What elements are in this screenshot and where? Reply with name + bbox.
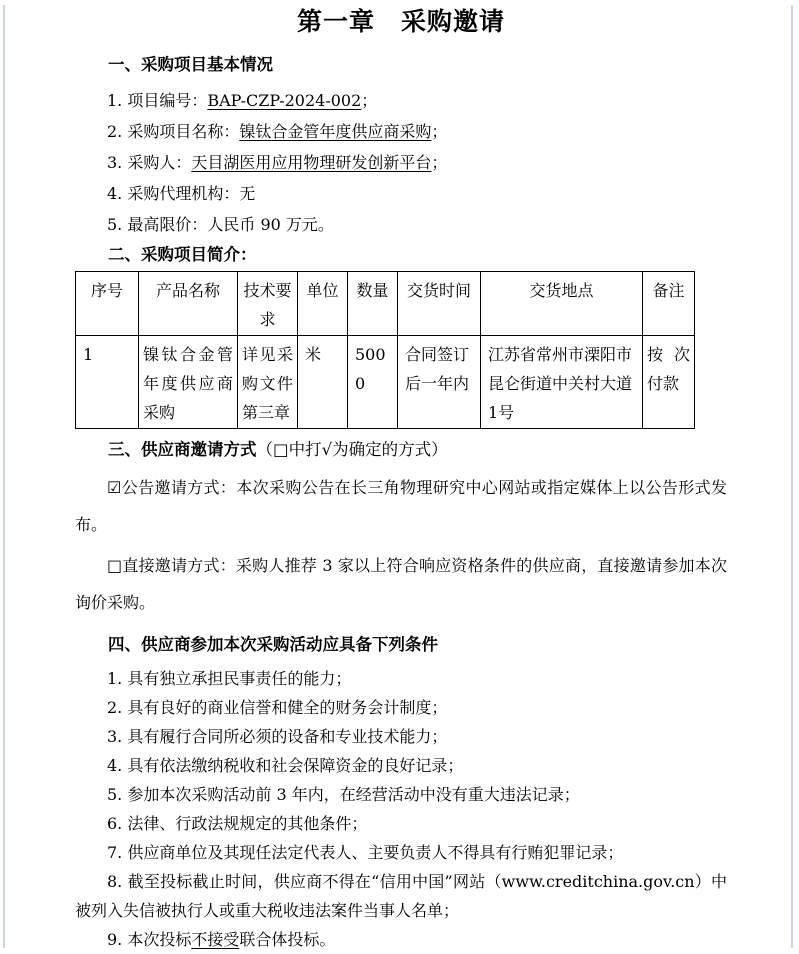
item-text: 7. 供应商单位及其现任法定代表人、主要负责人不得具有行贿犯罪记录；	[107, 843, 624, 862]
table-cell-seq: 1	[76, 336, 139, 429]
underlined-value: 不接受	[191, 930, 240, 949]
item-text: ；	[431, 122, 448, 141]
list-item-condition-5	[75, 780, 727, 809]
conditions-list	[75, 664, 727, 954]
list-item-condition-2	[75, 693, 727, 722]
list-item-condition-9	[75, 925, 727, 954]
heading-note: （□中打√为确定的方式）	[256, 440, 448, 459]
list-item-agency	[75, 178, 727, 209]
item-text: 2. 具有良好的商业信誉和健全的财务会计制度；	[107, 698, 448, 717]
checkbox-checked-icon: ☑	[107, 478, 122, 497]
list-item-condition-6	[75, 809, 727, 838]
underlined-value: BAP-CZP-2024-002	[207, 91, 362, 110]
table-header-cell: 数量	[348, 272, 398, 336]
list-item-purchaser	[75, 147, 727, 178]
table-row	[76, 336, 695, 429]
list-item-condition-3	[75, 722, 727, 751]
list-item-condition-8	[75, 867, 727, 925]
list-item-condition-4	[75, 751, 727, 780]
underlined-value: 镍钛合金管年度供应商采购	[239, 122, 432, 141]
item-text: 联合体投标。	[239, 930, 336, 949]
table-header-cell: 序号	[76, 272, 139, 336]
item-text: 8. 截至投标截止时间，供应商不得在“信用中国”网站（www.creditchina.gov.cn）中被列入失信被执行人或重大税收违法案件当事人名单；	[75, 872, 727, 920]
table-cell-remark: 按次付款	[643, 336, 695, 429]
item-text: 3. 采购人：	[107, 153, 192, 172]
table-header-cell: 单位	[298, 272, 348, 336]
item-text: 5. 参加本次采购活动前 3 年内，在经营活动中没有重大违法记录；	[107, 785, 580, 804]
list-item-project-number	[75, 85, 727, 116]
underlined-value: 天目湖医用应用物理研发创新平台	[191, 153, 432, 172]
section-heading-basic-info: 一、采购项目基本情况	[108, 55, 273, 74]
table-header-cell: 交货时间	[398, 272, 481, 336]
item-text: 1. 项目编号：	[107, 91, 208, 110]
table-header-cell: 备注	[643, 272, 695, 336]
checkbox-unchecked-icon: □	[107, 556, 123, 575]
heading-text: 三、供应商邀请方式	[108, 440, 257, 459]
item-text: 4. 采购代理机构：无	[107, 184, 256, 203]
item-text: ；	[431, 153, 448, 172]
paragraph-text: 公告邀请方式：本次采购公告在长三角物理研究中心网站或指定媒体上以公告形式发布。	[75, 478, 727, 534]
section-heading-supplier-conditions: 四、供应商参加本次采购活动应具备下列条件	[108, 635, 438, 654]
table-header-cell: 交货地点	[481, 272, 643, 336]
table-cell-tech-req: 详见采购文件第三章	[238, 336, 298, 429]
item-text: 4. 具有依法缴纳税收和社会保障资金的良好记录；	[107, 756, 464, 775]
table-cell-quantity: 5000	[348, 336, 398, 429]
table-cell-product: 镍钛合金管年度供应商采购	[139, 336, 238, 429]
table-header-cell: 产品名称	[139, 272, 238, 336]
page-left-edge	[3, 5, 5, 948]
item-text: 1. 具有独立承担民事责任的能力；	[107, 669, 352, 688]
document-page	[0, 5, 799, 954]
list-item-condition-7	[75, 838, 727, 867]
table-cell-delivery-place: 江苏省常州市溧阳市昆仑街道中关村大道1号	[481, 336, 643, 429]
item-text: 2. 采购项目名称：	[107, 122, 240, 141]
item-text: 5. 最高限价：人民币 90 万元。	[107, 215, 334, 234]
list-item-condition-1	[75, 664, 727, 693]
list-item-project-name	[75, 116, 727, 147]
table-cell-delivery-time: 合同签订后一年内	[398, 336, 481, 429]
list-item-max-price	[75, 209, 727, 240]
paragraph-text: 直接邀请方式：采购人推荐 3 家以上符合响应资格条件的供应商，直接邀请参加本次询价采购。	[75, 556, 727, 612]
table-header-cell: 技术要求	[238, 272, 298, 336]
section-heading-project-brief: 二、采购项目简介：	[108, 245, 257, 264]
page-right-edge	[791, 5, 793, 948]
item-text: 9. 本次投标	[107, 930, 192, 949]
table-header-row	[76, 272, 695, 336]
section-heading-invitation-method	[75, 439, 727, 461]
paragraph-announce-invitation	[75, 469, 727, 543]
table-cell-unit: 米	[298, 336, 348, 429]
procurement-table	[75, 271, 695, 429]
item-text: ；	[361, 91, 378, 110]
paragraph-direct-invitation	[75, 547, 727, 621]
item-text: 3. 具有履行合同所必须的设备和专业技术能力；	[107, 727, 448, 746]
item-text: 6. 法律、行政法规规定的其他条件；	[107, 814, 368, 833]
chapter-title: 第一章 采购邀请	[296, 7, 505, 36]
